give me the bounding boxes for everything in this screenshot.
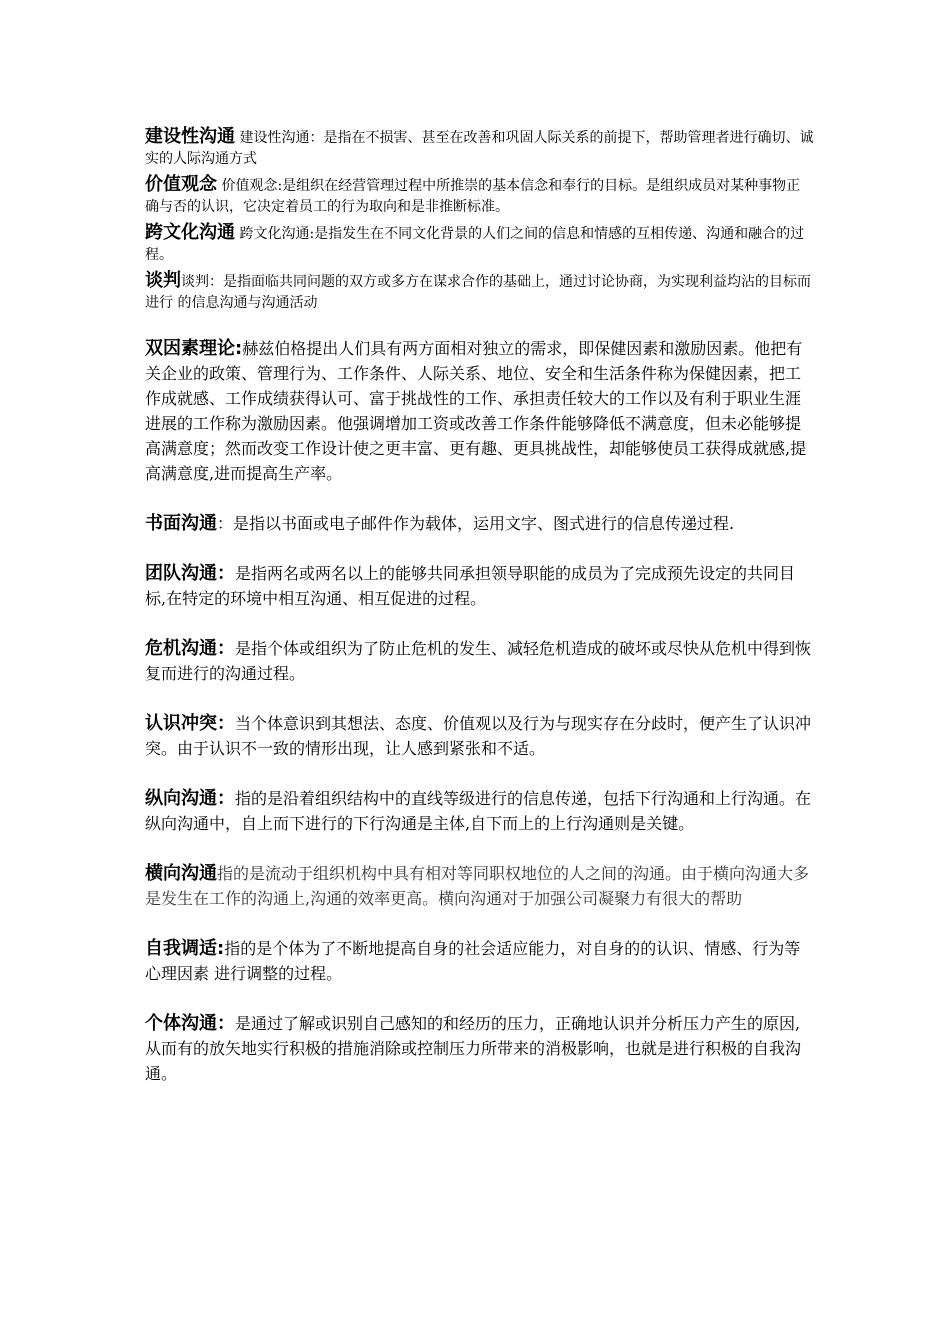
glossary-term: 纵向沟通： [145,788,235,809]
glossary-definition: 是通过了解或识别自己感知的和经历的压力，正确地认识并分析压力产生的原因,从而有的放矢地实行积极的措施消除或控制压力所带来的消极影响，也就是进行积极的自我沟通。 [145,1014,802,1083]
glossary-term: 自我调适: [145,938,225,959]
glossary-entry [145,711,815,761]
glossary-term: 双因素理论: [145,338,243,359]
glossary-term: 跨文化沟通 [145,222,235,243]
glossary-definition: 跨文化沟通:是指发生在不同文化背景的人们之间的信息和情感的互相传递、沟通和融合的过程。 [145,226,805,263]
glossary-entry [145,270,815,314]
glossary-definition: 谈判：是指面临共同问题的双方或多方在谋求合作的基础上，通过讨论协商，为实现利益均沾的目标而进行 的信息沟通与沟通活动 [145,274,811,311]
glossary-definition: 指的是流动于组织机构中具有相对等同职权地位的人之间的沟通。由于横向沟通大多是发生在工作的沟通上,沟通的效率更高。横向沟通对于加强公司凝聚力有很大的帮助 [145,864,810,908]
glossary-entry [145,861,815,911]
glossary-term: 谈判 [145,270,181,291]
glossary-definition: ：是指以书面或电子邮件作为载体，运用文字、图式进行的信息传递过程. [217,514,735,533]
glossary-definition: 当个体意识到其想法、态度、价值观以及行为与现实存在分歧时，便产生了认识冲突。由于认识不一致的情形出现，让人感到紧张和不适。 [145,714,812,758]
glossary-definition: 指的是个体为了不断地提高自身的社会适应能力，对自身的的认识、情感、行为等心理因素 进行调整的过程。 [145,939,801,983]
glossary-definition: 是指个体或组织为了防止危机的发生、减轻危机造成的破坏或尽快从危机中得到恢复而进行的沟通过程。 [145,639,812,683]
glossary-definition: 赫兹伯格提出人们具有两方面相对独立的需求，即保健因素和激励因素。他把有关企业的政策、管理行为、工作条件、人际关系、地位、安全和生活条件称为保健因素，把工作成就感、工作成绩获得认可、富于挑战性的工作、承担责任较大的工作以及有利于职业生涯进展的工作称为激励因素。他强调增加工资或改善工作条件能够降低不满意度，但未必能够提高满意度；然而改变工作设计使之更丰富、更有趣、更具挑战性，却能够使员工获得成就感,提高满意度,进而提高生产率。 [145,339,807,483]
glossary-entry [145,511,815,536]
glossary-entry [145,222,815,266]
glossary-term: 危机沟通： [145,638,235,659]
glossary-term: 书面沟通 [145,513,217,534]
glossary-definition: 是指两名或两名以上的能够共同承担领导职能的成员为了完成预先设定的共同目标,在特定的环境中相互沟通、相互促进的过程。 [145,564,796,608]
glossary-entry [145,936,815,986]
glossary-term: 横向沟通 [145,863,217,884]
document-page [145,126,815,1111]
glossary-definition: 建设性沟通：是指在不损害、甚至在改善和巩固人际关系的前提下，帮助管理者进行确切、诚 实的人际沟通方式 [145,130,814,167]
glossary-entry [145,174,815,218]
glossary-definition: 指的是沿着组织结构中的直线等级进行的信息传递，包括下行沟通和上行沟通。在纵向沟通中，自上而下进行的下行沟通是主体,自下而上的上行沟通则是关键。 [145,789,812,833]
section-spacer [145,318,815,336]
glossary-entry [145,786,815,836]
glossary-term: 认识冲突： [145,713,235,734]
glossary-entry [145,1011,815,1086]
glossary-entry [145,636,815,686]
glossary-term: 建设性沟通 [145,126,235,147]
glossary-definition: 价值观念:是组织在经营管理过程中所推崇的基本信念和奉行的目标。是组织成员对某种事物正 确与否的认识，它决定着员工的行为取向和是非推断标准。 [145,178,801,215]
glossary-entry [145,336,815,486]
glossary-term: 个体沟通： [145,1013,235,1034]
glossary-entry [145,126,815,170]
glossary-term: 团队沟通： [145,563,235,584]
glossary-entry [145,561,815,611]
glossary-term: 价值观念 [145,174,217,195]
